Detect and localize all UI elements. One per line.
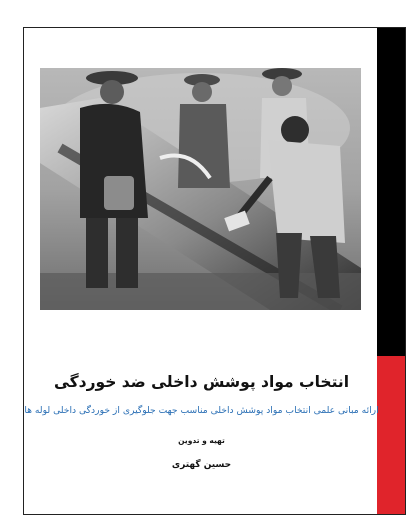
author-name: حسین گهتری xyxy=(171,460,232,470)
book-title: انتخاب مواد پوشش داخلی ضد خوردگی xyxy=(53,373,350,391)
side-bar-red xyxy=(377,356,405,514)
prepared-by-label: تهیه و تدوین xyxy=(178,436,225,445)
book-cover xyxy=(23,27,406,515)
book-subtitle: ارائه مبانی علمی انتخاب مواد پوشش داخلی مناسب جهت جلوگیری از خوردگی داخلی لوله ها xyxy=(24,405,379,416)
cover-photo xyxy=(40,68,361,310)
side-bar-black xyxy=(377,28,405,356)
pipeline-workers-image xyxy=(40,68,361,310)
